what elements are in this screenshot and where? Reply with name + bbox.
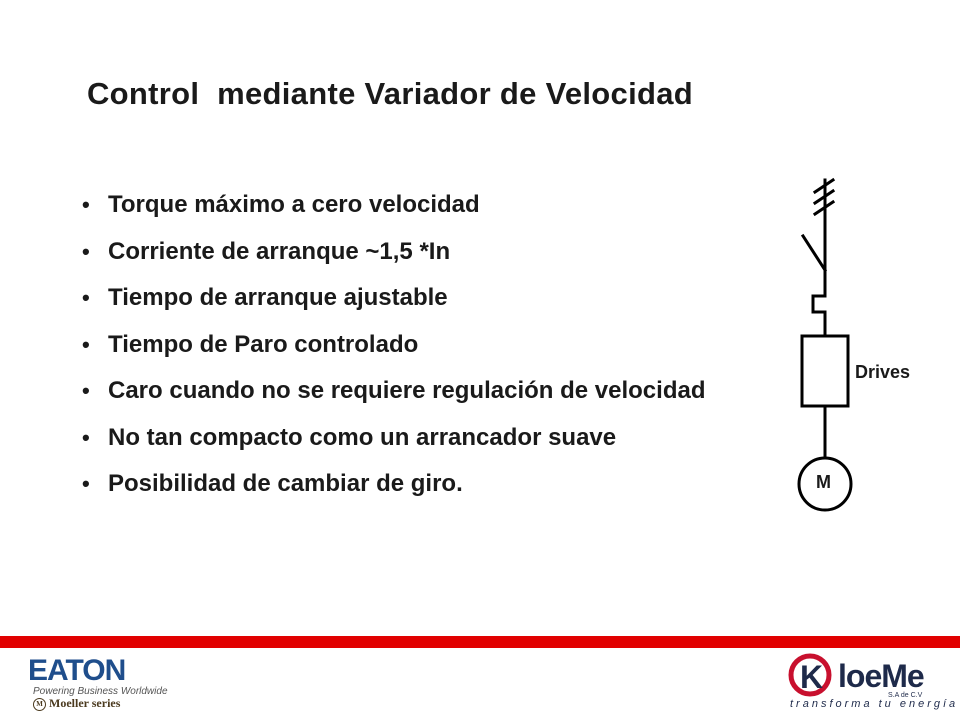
bullet-item: • Tiempo de Paro controlado bbox=[80, 330, 790, 359]
slide-title: Control mediante Variador de Velocidad bbox=[87, 76, 694, 111]
svg-text:K: K bbox=[800, 659, 824, 695]
overload-relay bbox=[813, 270, 825, 336]
switch-contact bbox=[803, 236, 825, 270]
moeller-mark-icon: M bbox=[33, 698, 46, 711]
kloeme-wordmark: loeMe bbox=[838, 658, 924, 694]
footer-divider bbox=[0, 636, 960, 648]
kloeme-logo bbox=[786, 652, 838, 698]
eaton-tagline: Powering Business Worldwide bbox=[33, 686, 168, 697]
bullet-item: • Posibilidad de cambiar de giro. bbox=[80, 469, 790, 498]
kloeme-suffix: S.A de C.V bbox=[888, 692, 923, 699]
moeller-series-logo bbox=[33, 696, 120, 711]
bullet-item: • Tiempo de arranque ajustable bbox=[80, 283, 790, 312]
bullet-item: • Corriente de arranque ~1,5 *In bbox=[80, 237, 790, 266]
motor-label: M bbox=[816, 472, 831, 492]
moeller-series-text: Moeller series bbox=[49, 696, 121, 710]
svg-text:EATON: EATON bbox=[28, 654, 126, 684]
drive-box bbox=[802, 336, 848, 406]
drive-circuit-diagram bbox=[780, 170, 860, 520]
drives-label: Drives bbox=[855, 362, 911, 382]
bullet-item: • Caro cuando no se requiere regulación de velocidad bbox=[80, 376, 790, 405]
bullet-item: • No tan compacto como un arrancador suave bbox=[80, 423, 790, 452]
bullet-item: • Torque máximo a cero velocidad bbox=[80, 190, 790, 219]
bullet-list bbox=[80, 190, 790, 516]
kloeme-tagline: transforma tu energía bbox=[790, 698, 959, 710]
eaton-logo bbox=[28, 654, 138, 684]
